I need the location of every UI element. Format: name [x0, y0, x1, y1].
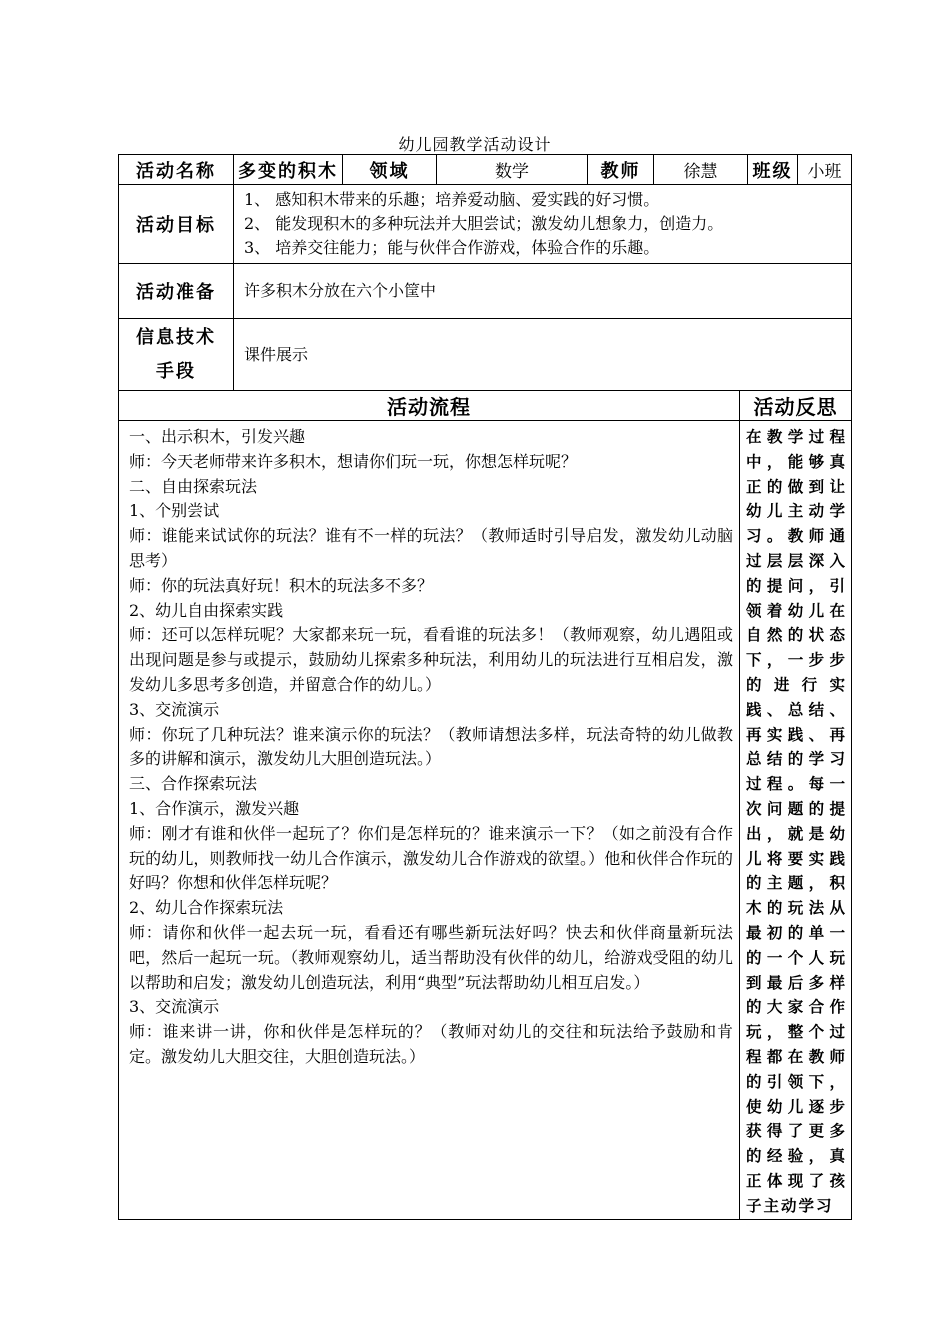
process-line: 师：谁能来试试你的玩法？谁有不一样的玩法？（教师适时引导启发，激发幼儿动脑思考） — [129, 526, 733, 570]
it-means-row — [119, 319, 852, 391]
reflection-content: 在教学过程中，能够真正的做到让幼儿主动学习。教师通过层层深入的提问，引领着幼儿在自然的状态下，一步步的进行实践、总结、再实践、再总结的学习过程。每一次问题的提出，就是幼儿将要实践的主题，积木的玩法从最初的单一的一个人玩到最后多样的大家合作玩，整个过程都在教师的引领下，使幼儿逐步获得了更多的经验，真正体现了孩子主动学习 — [740, 421, 852, 1220]
it-means-content: 课件展示 — [234, 319, 852, 391]
process-line: 师：今天老师带来许多积木，想请你们玩一玩，你想怎样玩呢？ — [129, 451, 578, 471]
process-line: 师：你的玩法真好玩！积木的玩法多不多？ — [129, 575, 434, 595]
goal-item: 1、 感知积木带来的乐趣；培养爱动脑、爱实践的好习惯。 — [244, 190, 660, 209]
process-header-row — [119, 391, 852, 421]
reflection-label: 活动反思 — [740, 391, 852, 421]
it-means-label — [119, 319, 234, 391]
process-line: 2、幼儿自由探索实践 — [129, 600, 284, 620]
process-content — [119, 421, 740, 1220]
process-line: 师：你玩了几种玩法？谁来演示你的玩法？（教师请想法多样，玩法奇特的幼儿做教多的讲解和演示，激发幼儿大胆创造玩法。） — [129, 724, 733, 769]
process-line: 师：请你和伙伴一起去玩一玩，看看还有哪些新玩法好吗？快去和伙伴商量新玩法吧，然后一起玩一玩。（教师观察幼儿，适当帮助没有伙伴的幼儿，给游戏受阻的幼儿以帮助和启发；激发幼儿创造玩法，利用“典型”玩法帮助幼儿相互启发。） — [129, 922, 733, 992]
process-line: 一、出示积木，引发兴趣 — [129, 427, 306, 446]
process-label: 活动流程 — [119, 391, 740, 421]
activity-name-value: 多变的积木 — [234, 155, 343, 185]
process-line: 师：刚才有谁和伙伴一起玩了？你们是怎样玩的？谁来演示一下？（如之前没有合作玩的幼儿，则教师找一幼儿合作演示，激发幼儿合作游戏的欲望。）他和伙伴合作玩的好吗？你想和伙伴怎样玩呢？ — [129, 823, 733, 893]
goals-label: 活动目标 — [119, 185, 234, 264]
process-line: 1、个别尝试 — [129, 501, 220, 521]
process-line: 1、合作演示，激发兴趣 — [129, 798, 300, 818]
preparation-row — [119, 264, 852, 319]
it-means-label-line2: 手段 — [156, 360, 196, 382]
activity-name-label: 活动名称 — [119, 155, 234, 185]
teacher-label: 教师 — [588, 155, 654, 185]
process-line: 师：还可以怎样玩呢？大家都来玩一玩，看看谁的玩法多！（教师观察，幼儿遇阻或出现问题是参与或提示，鼓励幼儿探索多种玩法，利用幼儿的玩法进行互相启发，激发幼儿多思考多创造，并留意合作的幼儿。） — [129, 625, 733, 694]
document-title: 幼儿园教学活动设计 — [398, 135, 552, 154]
activity-info-table — [118, 154, 852, 391]
preparation-label: 活动准备 — [119, 264, 234, 319]
process-line: 3、交流演示 — [129, 997, 220, 1017]
process-line: 2、幼儿合作探索玩法 — [129, 898, 284, 918]
goal-item: 3、 培养交往能力；能与伙伴合作游戏，体验合作的乐趣。 — [244, 238, 660, 257]
domain-label: 领域 — [343, 155, 437, 185]
header-row — [119, 155, 852, 185]
goals-row — [119, 185, 852, 264]
teacher-value: 徐慧 — [654, 155, 748, 185]
goals-content — [234, 185, 852, 264]
process-line: 师：谁来讲一讲，你和伙伴是怎样玩的？（教师对幼儿的交往和玩法给予鼓励和肯定。激发幼儿大胆交往，大胆创造玩法。） — [129, 1022, 733, 1066]
process-body-row — [119, 421, 852, 1220]
class-label: 班级 — [748, 155, 798, 185]
preparation-content: 许多积木分放在六个小筐中 — [234, 264, 852, 319]
it-means-label-line1: 信息技术 — [136, 326, 216, 348]
process-line: 二、自由探索玩法 — [129, 476, 258, 496]
process-line: 3、交流演示 — [129, 699, 220, 719]
domain-value: 数学 — [437, 155, 588, 185]
goal-item: 2、 能发现积木的多种玩法并大胆尝试；激发幼儿想象力，创造力。 — [244, 214, 724, 233]
class-value: 小班 — [798, 155, 852, 185]
activity-process-table — [118, 390, 852, 1220]
process-line: 三、合作探索玩法 — [129, 774, 258, 794]
